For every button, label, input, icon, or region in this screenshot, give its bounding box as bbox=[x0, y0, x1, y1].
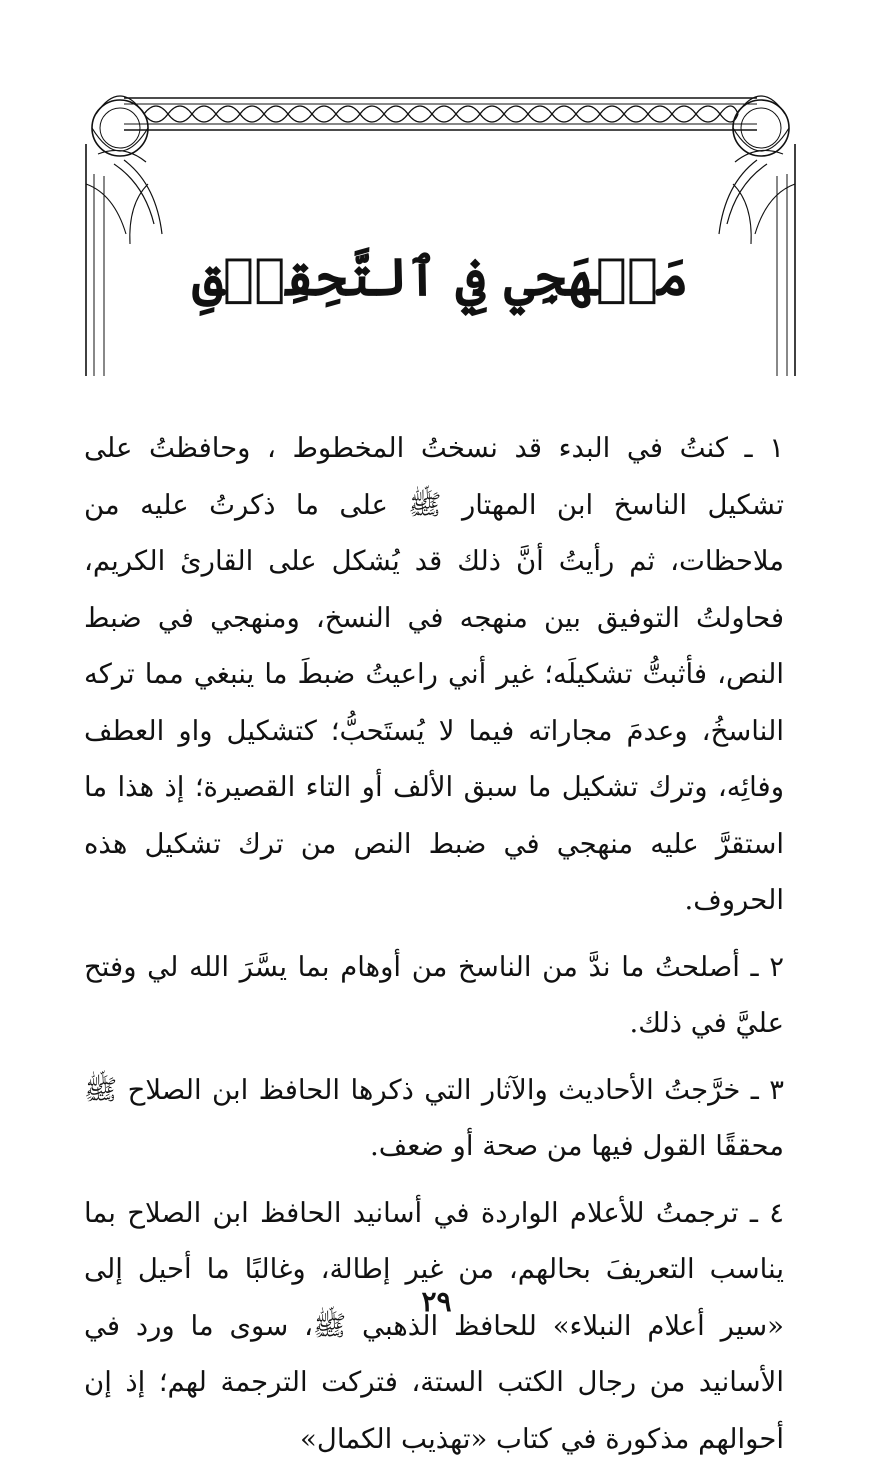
chapter-title: مَنۡهَجِي فِي ٱلتَّحِقِيۡقِ bbox=[192, 247, 689, 308]
ornamental-header-frame bbox=[84, 84, 797, 376]
body-text bbox=[84, 420, 784, 1477]
paragraph-1: ١ ـ كنتُ في البدء قد نسختُ المخطوط ، وحافظتُ على تشكيل الناسخ ابن المهتار ﷺ على ما ذكرتُ عليه من ملاحظات، ثم رأيتُ أنَّ ذلك قد يُشكل على القارئ الكريم، فحاولتُ التوفيق بين منهجه في النسخ، ومنهجي في ضبط النص، فأثبتُّ تشكيلَه؛ غير أني راعيتُ ضبطَ ما ينبغي مما تركه الناسخُ، وعدمَ مجاراته فيما لا يُستَحبُّ؛ كتشكيل واو العطف وفائِه، وترك تشكيل ما سبق الألف أو التاء القصيرة؛ إذ هذا ما استقرَّ عليه منهجي في ضبط النص من ترك تشكيل هذه الحروف. bbox=[84, 432, 784, 916]
interlace-border-ornament bbox=[84, 84, 797, 376]
paragraph-3: ٣ ـ خرَّجتُ الأحاديث والآثار التي ذكرها الحافظ ابن الصلاح ﷺ محققًا القول فيها من صحة أو ضعف. bbox=[84, 1073, 784, 1162]
paragraph-4: ٤ ـ ترجمتُ للأعلام الواردة في أسانيد الحافظ ابن الصلاح بما يناسب التعريفَ بحالهم، من غير إطالة، وغالبًا ما أحيل إلى «سير أعلام النبلاء» للحافظ الذهبي ﷺ، سوى ما ورد في الأسانيد من رجال الكتب الستة، فتركت الترجمة لهم؛ إذ إن أحوالهم مذكورة في كتاب «تهذيب الكمال» bbox=[84, 1196, 784, 1455]
page-number: ٢٩ bbox=[421, 1285, 452, 1318]
paragraph-2: ٢ ـ أصلحتُ ما ندَّ من الناسخ من أوهام بما يسَّرَ الله لي وفتح عليَّ في ذلك. bbox=[84, 950, 784, 1039]
